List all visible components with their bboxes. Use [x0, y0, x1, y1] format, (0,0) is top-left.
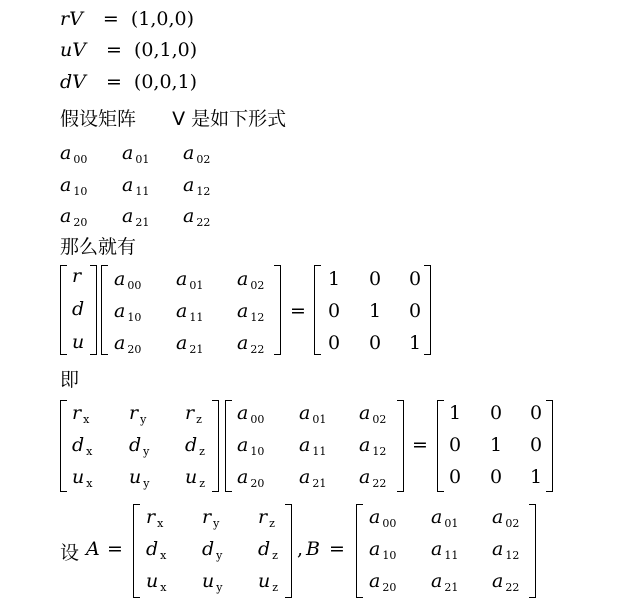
matrix-cell: a $_{01}$ [431, 506, 459, 530]
matrix-cell: a $_{00}$ [60, 142, 88, 166]
matrix-cell: a $_{10}$ [114, 300, 142, 324]
identity-entry: 0 [490, 466, 503, 488]
identity-entry: 1 [490, 434, 503, 456]
bracket-left [101, 265, 108, 355]
matrix-cell: a $_{01}$ [299, 402, 327, 426]
matrix-cell: a $_{02}$ [359, 402, 387, 426]
identity-entry: 1 [328, 268, 341, 290]
matrix-cell: a $_{11}$ [176, 300, 204, 324]
matrix-cell: a $_{11}$ [431, 538, 459, 562]
vector-entry: d [72, 298, 85, 320]
identity-entry: 0 [369, 268, 382, 290]
bracket-left [60, 400, 67, 492]
matrix-cell: a $_{12}$ [183, 174, 211, 198]
identity-entry: 0 [490, 402, 503, 424]
matrix-cell: a $_{21}$ [431, 570, 459, 594]
identity-entry: 0 [328, 300, 341, 322]
vector-name: dV [60, 71, 86, 93]
matrix-cell: a $_{01}$ [122, 142, 150, 166]
identity-entry: 0 [530, 402, 543, 424]
matrix-cell: a $_{21}$ [299, 466, 327, 490]
let-text: 设 [60, 542, 80, 564]
vector-value: (0,1,0) [133, 39, 198, 61]
assume-text [60, 104, 286, 131]
matrix-cell: a $_{00}$ [369, 506, 397, 530]
identity-entry: 0 [369, 332, 382, 354]
bracket-left [314, 265, 321, 355]
vector-value: (0,0,1) [133, 71, 198, 93]
assume-label: 假设矩阵 [60, 108, 137, 130]
component-cell: d $_y$ [202, 538, 223, 562]
matrix-cell: a $_{01}$ [176, 268, 204, 292]
matrix-cell: a $_{11}$ [122, 174, 150, 198]
vector-entry: r [72, 265, 82, 287]
vector-name: rV [60, 8, 83, 30]
identity-entry: 1 [530, 466, 543, 488]
matrix-cell: a $_{21}$ [176, 332, 204, 356]
then-text: 那么就有 [60, 236, 137, 258]
bracket-right [529, 504, 536, 598]
equals-sign: = [106, 39, 122, 61]
equals-sign: = [105, 71, 122, 93]
identity-entry: 1 [409, 332, 422, 354]
bracket-right [397, 400, 404, 492]
component-cell: r $_z$ [258, 506, 275, 530]
matrix-cell: a $_{11}$ [299, 434, 327, 458]
bracket-right [212, 400, 219, 492]
matrix-cell: a $_{02}$ [183, 142, 211, 166]
bracket-right [285, 504, 292, 598]
assume-v-label: V 是如下形式 [172, 108, 287, 130]
component-cell: d $_z$ [185, 434, 205, 458]
component-cell: d $_x$ [146, 538, 167, 562]
identity-entry: 0 [449, 466, 462, 488]
vector-line-uv [60, 39, 197, 61]
component-cell: u $_z$ [258, 570, 279, 594]
matrix-cell: a $_{20}$ [369, 570, 397, 594]
matrix-name-b: B [306, 538, 320, 560]
bracket-left [437, 400, 444, 492]
matrix-cell: a $_{12}$ [359, 434, 387, 458]
identity-entry: 1 [369, 300, 382, 322]
matrix-cell: a $_{12}$ [237, 300, 265, 324]
bracket-right [274, 265, 281, 355]
matrix-cell: a $_{20}$ [114, 332, 142, 356]
bracket-left [60, 265, 67, 355]
matrix-cell: a $_{00}$ [114, 268, 142, 292]
vector-line-dv [60, 71, 197, 93]
component-cell: d $_y$ [129, 434, 150, 458]
matrix-name-a: A [86, 538, 100, 560]
component-cell: d $_x$ [72, 434, 93, 458]
comma: , [297, 538, 304, 560]
identity-entry: 0 [449, 434, 462, 456]
identity-entry: 0 [409, 268, 422, 290]
component-cell: r $_z$ [185, 402, 202, 426]
component-cell: r $_y$ [129, 402, 147, 426]
equals-sign: = [290, 300, 306, 322]
bracket-right [424, 265, 431, 355]
component-cell: r $_x$ [146, 506, 164, 530]
vector-line-rv [60, 8, 194, 30]
matrix-cell: a $_{21}$ [122, 205, 150, 229]
matrix-cell: a $_{00}$ [237, 402, 265, 426]
bracket-right [90, 265, 97, 355]
matrix-cell: a $_{20}$ [237, 466, 265, 490]
matrix-cell: a $_{22}$ [492, 570, 520, 594]
matrix-cell: a $_{22}$ [237, 332, 265, 356]
matrix-cell: a $_{10}$ [60, 174, 88, 198]
matrix-cell: a $_{20}$ [60, 205, 88, 229]
matrix-cell: a $_{12}$ [492, 538, 520, 562]
component-cell: r $_x$ [72, 402, 90, 426]
vector-value: (1,0,0) [130, 8, 194, 30]
equals-sign: = [329, 538, 345, 560]
component-cell: u $_z$ [185, 466, 206, 490]
identity-entry: 0 [530, 434, 543, 456]
component-cell: u $_y$ [129, 466, 150, 490]
identity-entry: 0 [328, 332, 341, 354]
equals-sign: = [107, 538, 123, 560]
identity-entry: 0 [409, 300, 422, 322]
matrix-cell: a $_{02}$ [492, 506, 520, 530]
matrix-cell: a $_{22}$ [359, 466, 387, 490]
component-cell: u $_y$ [202, 570, 223, 594]
vector-name: uV [60, 39, 86, 61]
equals-sign: = [102, 8, 119, 30]
bracket-left [133, 504, 140, 598]
equals-sign: = [412, 434, 428, 456]
ie-text: 即 [60, 369, 80, 391]
component-cell: d $_z$ [258, 538, 278, 562]
bracket-left [356, 504, 363, 598]
matrix-cell: a $_{10}$ [369, 538, 397, 562]
identity-entry: 1 [449, 402, 462, 424]
component-cell: u $_x$ [72, 466, 93, 490]
bracket-right [546, 400, 553, 492]
component-cell: u $_x$ [146, 570, 167, 594]
vector-entry: u [72, 331, 85, 353]
bracket-left [225, 400, 232, 492]
matrix-cell: a $_{10}$ [237, 434, 265, 458]
component-cell: r $_y$ [202, 506, 220, 530]
matrix-cell: a $_{22}$ [183, 205, 211, 229]
matrix-cell: a $_{02}$ [237, 268, 265, 292]
